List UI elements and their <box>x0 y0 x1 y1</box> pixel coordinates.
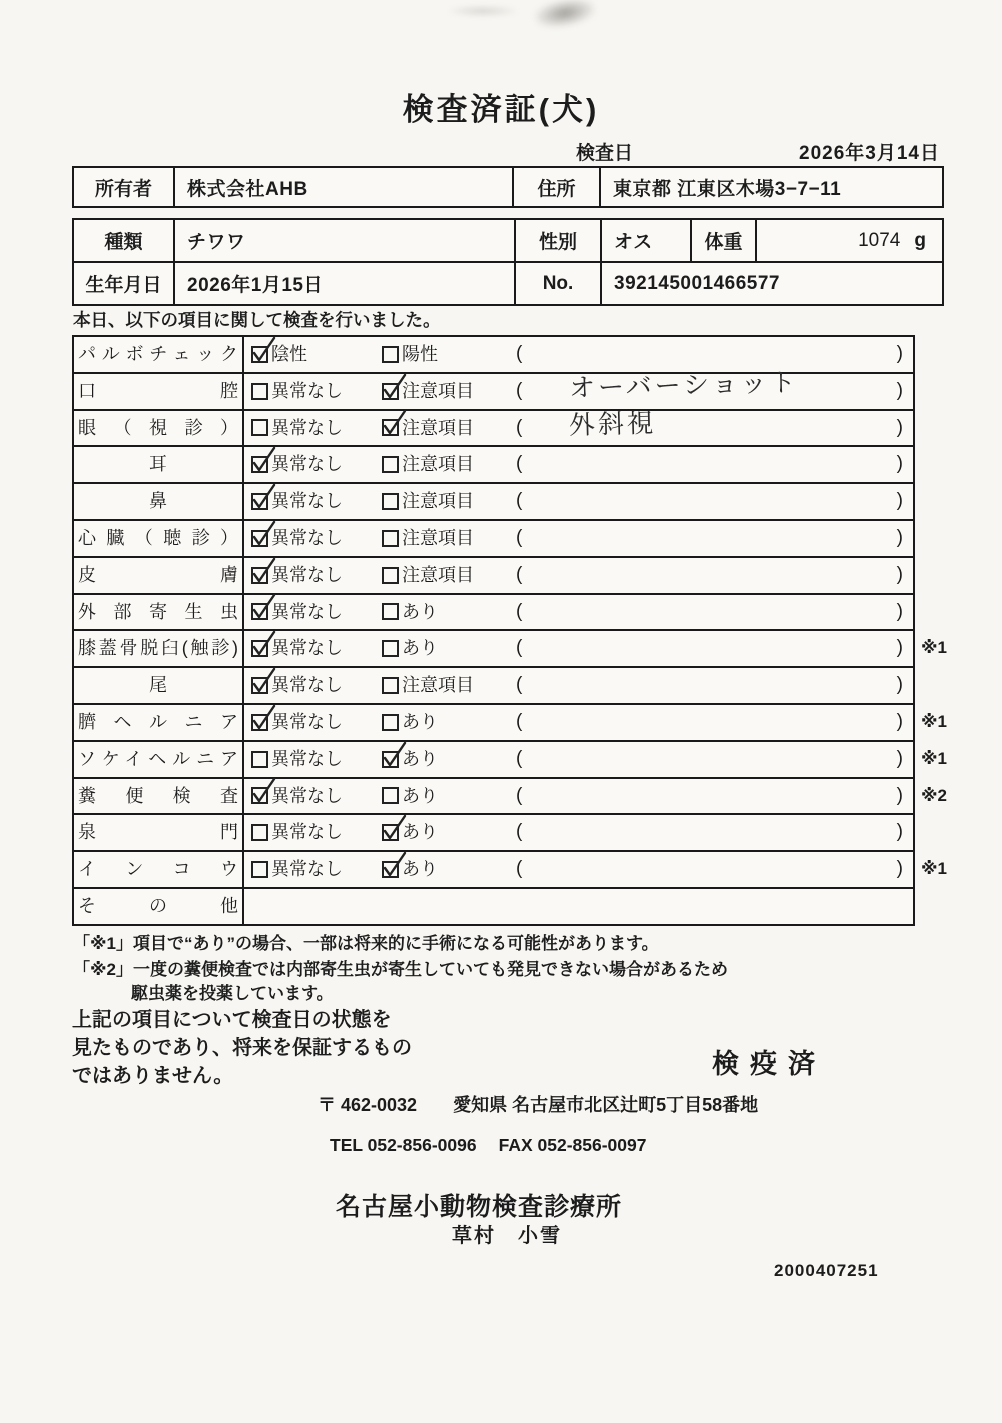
exam-row-content <box>244 595 913 630</box>
open-paren: ( <box>516 674 523 696</box>
option1-label: 異常なし <box>271 601 343 622</box>
close-paren: ) <box>896 453 903 475</box>
exam-row-content <box>244 447 913 482</box>
birth-value: 2026年1月15日 <box>173 263 514 304</box>
exam-row-content <box>244 366 913 409</box>
open-paren: ( <box>516 747 523 769</box>
exam-row-content <box>244 852 913 887</box>
statement-line-2: 見たものであり、将来を保証するもの <box>72 1037 412 1059</box>
fax-number: FAX 052-856-0097 <box>498 1135 647 1155</box>
statement-line-3: ではありません。 <box>72 1065 234 1087</box>
option2-label: あり <box>402 822 438 843</box>
exam-row <box>74 445 913 482</box>
pet-table <box>72 218 944 306</box>
open-paren: ( <box>516 784 523 806</box>
option2-label: 陽性 <box>402 344 438 364</box>
option-2 <box>382 779 438 814</box>
handwritten-check-icon <box>250 335 277 366</box>
option1-label: 陰性 <box>271 344 307 364</box>
handwritten-check-icon <box>250 592 277 623</box>
option-2 <box>382 521 474 556</box>
sex-value: オス <box>600 220 690 261</box>
exam-row-content <box>244 521 913 556</box>
option-1 <box>251 815 343 850</box>
exam-item-label: 心臓（聴診） <box>74 521 244 556</box>
checkbox-option2 <box>382 824 399 841</box>
tel-number: TEL 052-856-0096 <box>330 1135 477 1155</box>
scan-smudge-faint <box>448 6 518 16</box>
exam-row <box>74 556 913 593</box>
option2-label: 注意項目 <box>402 454 474 475</box>
clinic-address-row <box>318 1091 758 1117</box>
option2-label: あり <box>402 785 438 806</box>
exam-row <box>74 593 913 630</box>
exam-row <box>74 409 913 446</box>
handwritten-check-icon <box>250 519 277 550</box>
checkbox-option2 <box>382 677 399 694</box>
checkbox-option2 <box>382 787 399 804</box>
checkbox-option1 <box>251 603 268 620</box>
exam-row-content <box>244 779 913 814</box>
checkbox-option2 <box>382 493 399 510</box>
close-paren: ) <box>896 747 903 769</box>
option1-label: 異常なし <box>271 785 343 806</box>
option-1 <box>251 779 343 814</box>
option-2 <box>382 447 474 482</box>
checkbox-option1 <box>251 456 268 473</box>
owner-table <box>72 166 944 208</box>
close-paren: ) <box>896 490 903 512</box>
serial-number: 2000407251 <box>774 1261 879 1280</box>
exam-row <box>74 850 947 887</box>
checkbox-option1 <box>251 419 268 436</box>
exam-row <box>74 740 947 777</box>
checkbox-option1 <box>251 824 268 841</box>
owner-address-label: 住所 <box>512 168 599 206</box>
checkbox-option2 <box>382 861 399 878</box>
option-2 <box>382 484 474 519</box>
quarantine-stamp: 検疫済 <box>712 1049 826 1079</box>
exam-row-content <box>244 407 913 446</box>
option-2 <box>382 337 438 372</box>
open-paren: ( <box>516 526 523 548</box>
checkbox-option2 <box>382 567 399 584</box>
owner-address-value: 東京都 江東区木場3−7−11 <box>599 168 942 206</box>
option-1 <box>251 411 343 446</box>
checkbox-option1 <box>251 714 268 731</box>
exam-item-label: 尾 <box>74 668 244 703</box>
option-1 <box>251 595 343 630</box>
handwritten-check-icon <box>250 445 277 476</box>
owner-row <box>74 168 942 206</box>
footnote-2-line2: 駆虫薬を投薬しています。 <box>131 984 334 1003</box>
exam-row-content <box>244 337 913 372</box>
exam-item-label: 皮膚 <box>74 558 244 593</box>
open-paren: ( <box>516 821 523 843</box>
close-paren: ) <box>896 600 903 622</box>
exam-item-label: その他 <box>74 889 244 924</box>
handwritten-check-icon <box>250 556 277 587</box>
handwritten-check-icon <box>250 482 277 513</box>
option-1 <box>251 558 343 593</box>
no-label: No. <box>514 263 600 304</box>
clinic-contact-row <box>330 1135 646 1156</box>
option1-label: 異常なし <box>271 859 343 880</box>
veterinarian-name: 草村 小雪 <box>452 1225 562 1247</box>
option2-label: 注意項目 <box>402 527 474 548</box>
close-paren: ) <box>896 821 903 843</box>
exam-row-content <box>244 668 913 703</box>
checkbox-option1 <box>251 567 268 584</box>
footnote-mark: ※1 <box>921 748 947 768</box>
option1-label: 異常なし <box>271 380 343 401</box>
option2-label: あり <box>402 859 438 880</box>
exam-row-content <box>244 742 913 777</box>
exam-row-content <box>244 705 913 740</box>
option2-label: 注意項目 <box>402 564 474 585</box>
option1-label: 異常なし <box>271 711 343 732</box>
owner-label: 所有者 <box>94 178 152 200</box>
option-1 <box>251 705 343 740</box>
checkbox-option1 <box>251 530 268 547</box>
option-1 <box>251 374 343 409</box>
exam-item-label: パルボチェック <box>74 337 244 372</box>
option2-label: 注意項目 <box>402 491 474 512</box>
option-2 <box>382 742 438 777</box>
weight-number: 1074 <box>858 229 901 251</box>
option1-label: 異常なし <box>271 564 343 585</box>
option-1 <box>251 852 343 887</box>
handwritten-check-icon <box>250 776 277 807</box>
open-paren: ( <box>516 600 523 622</box>
open-paren: ( <box>516 343 523 364</box>
checkbox-option2 <box>382 419 399 436</box>
postal-code: 〒 462-0032 <box>318 1095 418 1115</box>
footnote-mark: ※1 <box>921 638 947 658</box>
footnote-mark: ※2 <box>921 785 947 805</box>
option1-label: 異常なし <box>271 675 343 696</box>
option-2 <box>382 558 474 593</box>
open-paren: ( <box>516 637 523 659</box>
option-2 <box>382 815 438 850</box>
option1-label: 異常なし <box>271 417 343 438</box>
option-1 <box>251 337 307 372</box>
open-paren: ( <box>516 453 523 475</box>
handwritten-check-icon <box>381 372 408 403</box>
open-paren: ( <box>516 416 523 438</box>
breed-value: チワワ <box>173 220 514 261</box>
close-paren: ) <box>896 784 903 806</box>
footnote-mark: ※1 <box>921 859 947 879</box>
option2-label: あり <box>402 638 438 659</box>
handwritten-check-icon <box>250 629 277 660</box>
option-1 <box>251 631 343 666</box>
page-title: 検査済証(犬) <box>402 92 600 127</box>
handwritten-check-icon <box>381 813 408 844</box>
option2-label: 注意項目 <box>402 380 474 401</box>
exam-row <box>74 777 947 814</box>
exam-row <box>74 887 913 924</box>
exam-row <box>74 519 913 556</box>
sex-label: 性別 <box>514 220 600 261</box>
breed-label: 種類 <box>104 232 143 253</box>
inspection-date-value: 2026年3月14日 <box>799 143 940 164</box>
no-value: 392145001466577 <box>600 263 942 304</box>
option1-label: 異常なし <box>271 491 343 512</box>
option2-label: 注意項目 <box>402 417 474 438</box>
option2-label: あり <box>402 711 438 732</box>
option-2 <box>382 631 438 666</box>
scan-smudge <box>533 0 597 31</box>
footnote-2-line1: 「※2」一度の糞便検査では内部寄生虫が寄生していても発見できない場合があるため <box>73 960 728 979</box>
handwritten-check-icon <box>250 703 277 734</box>
close-paren: ) <box>896 416 903 438</box>
exam-item-label: 泉門 <box>74 815 244 850</box>
exam-row <box>74 366 913 409</box>
close-paren: ) <box>896 710 903 732</box>
exam-item-label: ソケイヘルニア <box>74 742 244 777</box>
checkbox-option1 <box>251 493 268 510</box>
handwritten-check-icon <box>250 666 277 697</box>
weight-value <box>755 220 942 261</box>
checkbox-option1 <box>251 346 268 363</box>
close-paren: ) <box>896 343 903 364</box>
checkbox-option1 <box>251 677 268 694</box>
open-paren: ( <box>516 710 523 732</box>
option-1 <box>251 447 343 482</box>
exam-row-content <box>244 889 913 924</box>
exam-item-label: 口腔 <box>74 374 244 409</box>
open-paren: ( <box>516 563 523 585</box>
option-2 <box>382 374 474 409</box>
exam-row <box>74 629 947 666</box>
checkbox-option1 <box>251 861 268 878</box>
exam-item-label: 臍ヘルニア <box>74 705 244 740</box>
option-2 <box>382 852 438 887</box>
exam-row-content <box>244 484 913 519</box>
handwritten-check-icon <box>381 408 408 439</box>
option1-label: 異常なし <box>271 822 343 843</box>
clinic-address: 愛知県 名古屋市北区辻町5丁目58番地 <box>453 1095 759 1115</box>
exam-item-label: インコウ <box>74 852 244 887</box>
footnote-1: 「※1」項目で“あり”の場合、一部は将来的に手術になる可能性があります。 <box>73 934 659 953</box>
option1-label: 異常なし <box>271 454 343 475</box>
checkbox-option1 <box>251 640 268 657</box>
exam-row <box>74 703 947 740</box>
checkbox-option1 <box>251 751 268 768</box>
checkbox-option2 <box>382 346 399 363</box>
checkbox-option2 <box>382 603 399 620</box>
option1-label: 異常なし <box>271 638 343 659</box>
exam-item-label: 外部寄生虫 <box>74 595 244 630</box>
checkbox-option2 <box>382 751 399 768</box>
weight-label: 体重 <box>690 220 755 261</box>
option-2 <box>382 705 438 740</box>
exam-item-label: 鼻 <box>74 484 244 519</box>
checkbox-option1 <box>251 787 268 804</box>
exam-item-label: 膝蓋骨脱臼(触診) <box>74 631 244 666</box>
checkbox-option2 <box>382 530 399 547</box>
statement-line-1: 上記の項目について検査日の状態を <box>72 1009 392 1031</box>
pet-row-1 <box>74 220 942 261</box>
inspection-date-label: 検査日 <box>576 143 634 164</box>
open-paren: ( <box>516 379 523 401</box>
option-2 <box>382 668 474 703</box>
exam-row <box>74 813 913 850</box>
open-paren: ( <box>516 490 523 512</box>
handwritten-note: オーバーショット <box>568 366 799 403</box>
checkbox-option1 <box>251 383 268 400</box>
close-paren: ) <box>896 526 903 548</box>
exam-table <box>72 335 947 926</box>
option-1 <box>251 484 343 519</box>
exam-item-label: 眼（視診） <box>74 411 244 446</box>
checkbox-option2 <box>382 383 399 400</box>
pet-row-2 <box>74 261 942 304</box>
close-paren: ) <box>896 674 903 696</box>
handwritten-check-icon <box>381 740 408 771</box>
owner-value: 株式会社AHB <box>173 168 512 206</box>
disclaimer-statement <box>72 1006 412 1090</box>
checkbox-option2 <box>382 640 399 657</box>
checkbox-option2 <box>382 456 399 473</box>
weight-unit: g <box>914 229 926 251</box>
birth-label: 生年月日 <box>85 275 162 296</box>
exam-item-label: 耳 <box>74 447 244 482</box>
exam-item-label: 糞便検査 <box>74 779 244 814</box>
option-2 <box>382 411 474 446</box>
intro-text: 本日、以下の項目に関して検査を行いました。 <box>73 310 441 330</box>
checkbox-option2 <box>382 714 399 731</box>
option-1 <box>251 521 343 556</box>
close-paren: ) <box>896 858 903 880</box>
exam-row <box>74 666 913 703</box>
option1-label: 異常なし <box>271 748 343 769</box>
option2-label: あり <box>402 748 438 769</box>
option1-label: 異常なし <box>271 527 343 548</box>
handwritten-check-icon <box>381 850 408 881</box>
exam-row-content <box>244 558 913 593</box>
option-1 <box>251 742 343 777</box>
option-2 <box>382 595 438 630</box>
exam-row-content <box>244 631 913 666</box>
close-paren: ) <box>896 637 903 659</box>
close-paren: ) <box>896 379 903 401</box>
open-paren: ( <box>516 858 523 880</box>
exam-row-content <box>244 815 913 850</box>
option2-label: あり <box>402 601 438 622</box>
close-paren: ) <box>896 563 903 585</box>
exam-row <box>74 482 913 519</box>
option-1 <box>251 668 343 703</box>
option2-label: 注意項目 <box>402 675 474 696</box>
handwritten-note: 外斜視 <box>568 407 657 440</box>
footnote-mark: ※1 <box>921 711 947 731</box>
clinic-name: 名古屋小動物検査診療所 <box>336 1193 623 1221</box>
